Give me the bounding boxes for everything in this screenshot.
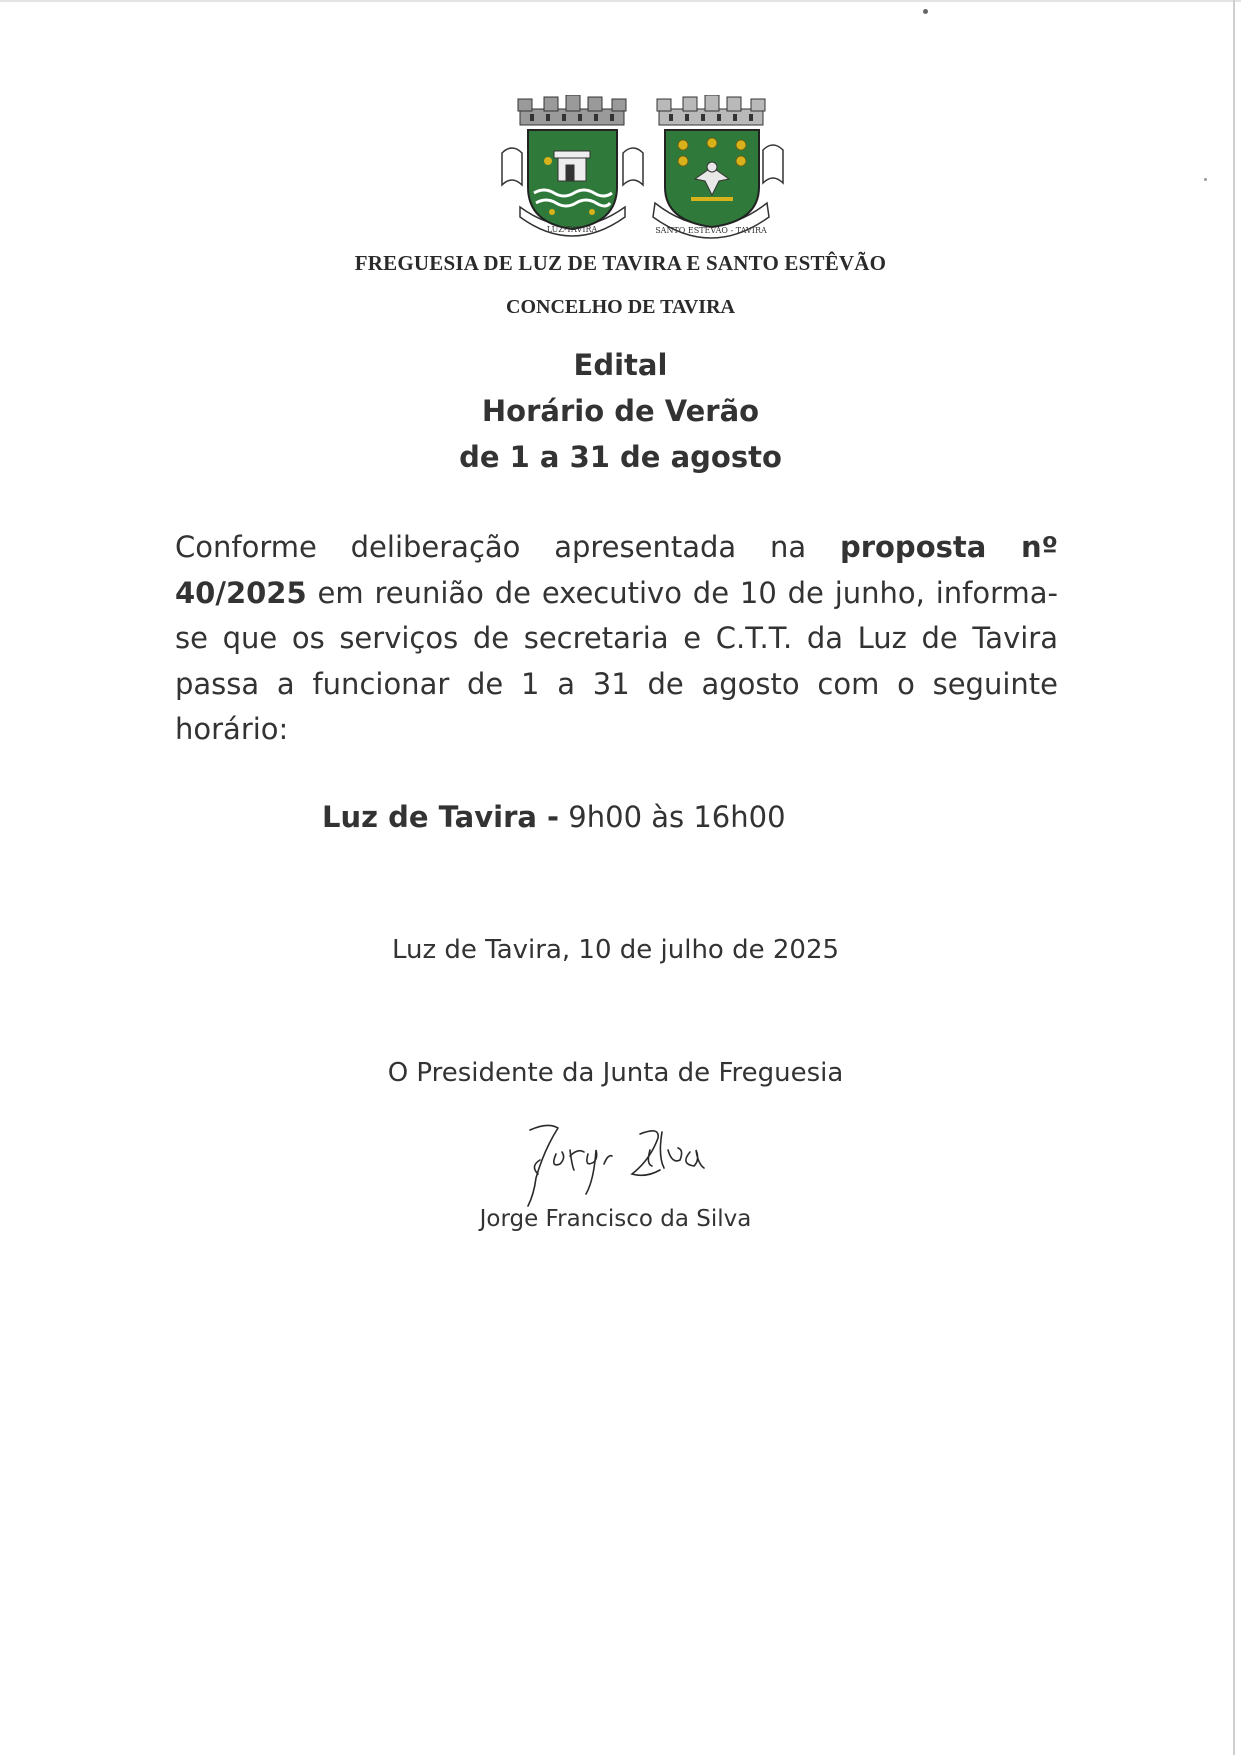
body-text-end: em reunião de executivo de 10 de junho, informa-se que os serviços de secretaria e C.T.T. da Luz de Tavira passa a funcionar de 1 a 31 de agosto com o seguinte horário: [175, 575, 1058, 746]
svg-text:LUZ-TAVIRA: LUZ-TAVIRA [546, 225, 598, 234]
title-summer-hours: Horário de Verão [481, 394, 760, 428]
svg-text:SANTO ESTÊVÃO - TAVIRA: SANTO ESTÊVÃO - TAVIRA [655, 226, 767, 235]
title-edital: Edital [573, 348, 668, 382]
body-text-start: Conforme deliberação apresentada na [175, 530, 840, 564]
title-period: de 1 a 31 de agosto [459, 440, 782, 474]
schedule-location: Luz de Tavira - [322, 800, 560, 834]
santo-estevao-crest-icon [645, 95, 785, 243]
municipality-name: CONCELHO DE TAVIRA [506, 296, 735, 318]
signer-name: Jorge Francisco da Silva [479, 1206, 752, 1232]
scan-speck [1204, 178, 1207, 181]
parish-name: FREGUESIA DE LUZ DE TAVIRA E SANTO ESTÊVÃO [354, 251, 887, 275]
scan-speck [923, 9, 928, 14]
schedule-line [322, 800, 786, 834]
notice-body [175, 525, 1058, 753]
luz-de-tavira-crest-icon [500, 95, 645, 243]
schedule-hours: 9h00 às 16h00 [559, 800, 786, 834]
proposal-reference: proposta nº 40/2025 [175, 530, 1058, 610]
handwritten-signature [500, 1120, 720, 1210]
notice-title [0, 342, 1241, 480]
coats-of-arms [500, 95, 785, 243]
place-and-date: Luz de Tavira, 10 de julho de 2025 [391, 935, 840, 965]
page-edge-top [0, 0, 1241, 2]
signatory-role: O Presidente da Junta de Freguesia [387, 1058, 844, 1088]
